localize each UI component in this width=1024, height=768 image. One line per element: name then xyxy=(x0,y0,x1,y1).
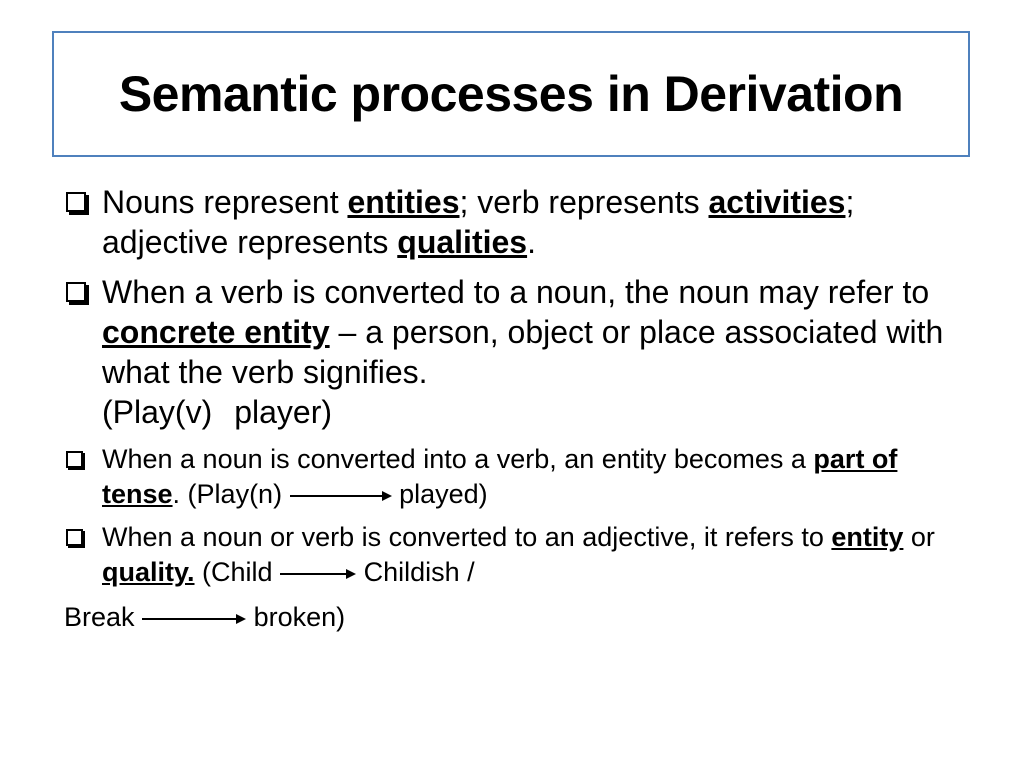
checkbox-bullet-icon xyxy=(66,192,86,212)
bullet-text: When a verb is converted to a noun, the noun may refer to xyxy=(102,274,930,310)
keyword: quality. xyxy=(102,557,195,587)
slide-body xyxy=(64,182,964,635)
bullet-text: Childish / xyxy=(363,557,475,587)
checkbox-bullet-icon xyxy=(66,451,83,468)
bullet-text: – a person, object or place associated with what the verb signifies. xyxy=(102,314,944,390)
checkbox-bullet-icon xyxy=(66,529,83,546)
keyword: entities xyxy=(347,184,460,220)
bullet-item xyxy=(64,520,964,590)
bullet-text: (Play(v) xyxy=(102,394,213,430)
continuation-text: broken) xyxy=(253,602,346,632)
bullet-text: ; adjective represents xyxy=(102,184,855,260)
keyword: part of tense xyxy=(102,444,898,509)
slide-title: Semantic processes in Derivation xyxy=(118,66,904,122)
bullet-text: When a noun is converted into a verb, an entity becomes a xyxy=(102,444,814,474)
keyword: entity xyxy=(831,522,904,552)
continuation-line xyxy=(64,600,964,635)
bullet-text: ; verb represents xyxy=(459,184,709,220)
bullet-text: (Child xyxy=(194,557,273,587)
right-arrow-icon xyxy=(142,614,246,624)
continuation-text: Break xyxy=(64,602,135,632)
bullet-text: player) xyxy=(234,394,333,430)
bullet-item xyxy=(64,272,964,432)
checkbox-bullet-icon xyxy=(66,282,86,302)
right-arrow-icon xyxy=(290,491,392,501)
title-box xyxy=(52,31,970,157)
bullet-text: . (Play(n) xyxy=(172,479,283,509)
bullet-item xyxy=(64,442,964,512)
bullet-text: Nouns represent xyxy=(102,184,348,220)
keyword: concrete entity xyxy=(102,314,330,350)
keyword: activities xyxy=(708,184,846,220)
right-arrow-icon xyxy=(280,569,356,579)
bullet-text: . xyxy=(527,224,536,260)
bullet-item xyxy=(64,182,964,262)
bullet-text: or xyxy=(903,522,935,552)
keyword: qualities xyxy=(397,224,528,260)
bullet-text: When a noun or verb is converted to an adjective, it refers to xyxy=(102,522,832,552)
bullet-text: played) xyxy=(399,479,488,509)
